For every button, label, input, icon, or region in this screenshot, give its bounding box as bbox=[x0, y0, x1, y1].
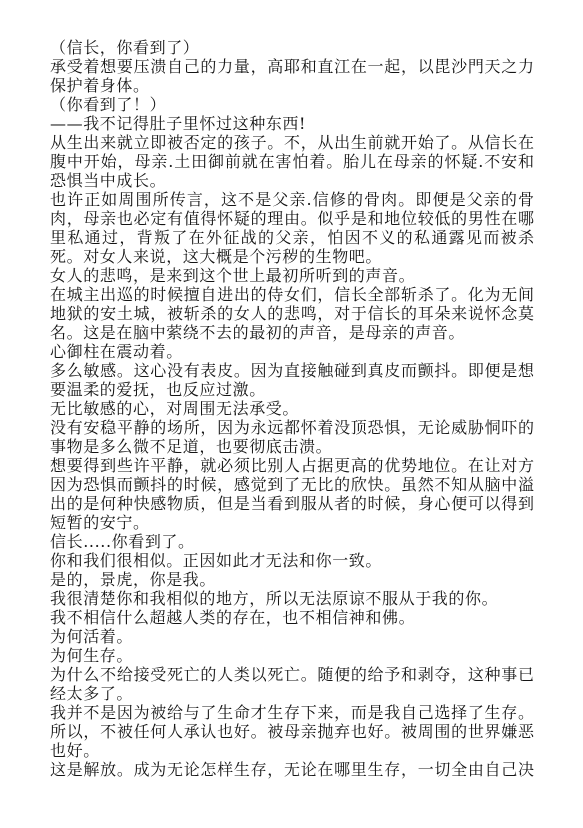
text-line: 信长.....你看到了。 bbox=[50, 532, 195, 551]
text-line: 出的是何种快感物质，但是当看到服从者的时候，身心便可以得到 bbox=[50, 494, 534, 513]
paragraph bbox=[50, 342, 534, 361]
text-line: 死。对女人来说，这大概是个污秽的生物吧。 bbox=[50, 247, 383, 266]
text-line: 为什么不给接受死亡的人类以死亡。随便的给予和剥夺，这种事已 bbox=[50, 665, 534, 684]
text-line: 想要得到些许平静，就必须比别人占据更高的优势地位。在让对方 bbox=[50, 456, 534, 475]
text-line: 事物是多么微不足道，也要彻底击溃。 bbox=[50, 437, 333, 456]
text-line: 我很清楚你和我相似的地方，所以无法原谅不服从于我的你。 bbox=[50, 589, 499, 608]
text-line: 要温柔的爱抚，也反应过激。 bbox=[50, 380, 266, 399]
paragraph bbox=[50, 703, 534, 760]
text-line: 这是解放。成为无论怎样生存，无论在哪里生存，一切全由自己决 bbox=[50, 760, 534, 779]
text-line: ——我不记得肚子里怀过这种东西! bbox=[50, 114, 307, 133]
text-line: 经太多了。 bbox=[50, 684, 134, 703]
paragraph bbox=[50, 114, 534, 133]
text-line: 在城主出巡的时候擅自进出的侍女们，信长全部斩杀了。化为无间 bbox=[50, 285, 534, 304]
text-line: 是的，景虎，你是我。 bbox=[50, 570, 217, 589]
text-line: 从生出来就立即被否定的孩子。不，从出生前就开始了。从信长在 bbox=[50, 133, 534, 152]
paragraph bbox=[50, 95, 534, 114]
text-line: 地狱的安土城，被斩杀的女人的悲鸣，对于信长的耳朵来说怀念莫 bbox=[50, 304, 534, 323]
text-body bbox=[50, 38, 534, 779]
text-line: 因为恐惧而颤抖的时候，感觉到了无比的欣快。虽然不知从脑中溢 bbox=[50, 475, 534, 494]
text-line: 承受着想要压溃自己的力量，高耶和直江在一起，以毘沙門天之力 bbox=[50, 57, 534, 76]
paragraph bbox=[50, 551, 534, 570]
paragraph bbox=[50, 532, 534, 551]
text-line: 短暂的安宁。 bbox=[50, 513, 150, 532]
paragraph bbox=[50, 627, 534, 646]
paragraph bbox=[50, 456, 534, 532]
text-line: 为何生存。 bbox=[50, 646, 134, 665]
paragraph bbox=[50, 133, 534, 190]
paragraph bbox=[50, 418, 534, 456]
paragraph bbox=[50, 266, 534, 285]
paragraph bbox=[50, 361, 534, 399]
paragraph bbox=[50, 285, 534, 342]
paragraph bbox=[50, 57, 534, 95]
text-line: 你和我们很相似。正因如此才无法和你一致。 bbox=[50, 551, 383, 570]
paragraph bbox=[50, 570, 534, 589]
text-line: （你看到了！） bbox=[50, 95, 167, 114]
text-line: 恐惧当中成长。 bbox=[50, 171, 167, 190]
text-line: 保护着身体。 bbox=[50, 76, 150, 95]
text-line: 女人的悲鸣，是来到这个世上最初所听到的声音。 bbox=[50, 266, 416, 285]
text-line: 所以，不被任何人承认也好。被母亲抛弃也好。被周围的世界嫌恶 bbox=[50, 722, 534, 741]
text-line: 我并不是因为被给与了生命才生存下来，而是我自己选择了生存。 bbox=[50, 703, 534, 722]
text-line: 为何活着。 bbox=[50, 627, 134, 646]
text-line: 名。这是在脑中萦绕不去的最初的声音，是母亲的声音。 bbox=[50, 323, 466, 342]
paragraph bbox=[50, 38, 534, 57]
text-line: 没有安稳平静的场所，因为永远都怀着没顶恐惧，无论威胁恫吓的 bbox=[50, 418, 534, 437]
text-line: 无比敏感的心，对周围无法承受。 bbox=[50, 399, 300, 418]
paragraph bbox=[50, 608, 534, 627]
text-line: 肉，母亲也必定有值得怀疑的理由。似乎是和地位较低的男性在哪 bbox=[50, 209, 534, 228]
paragraph bbox=[50, 190, 534, 266]
text-line: 腹中开始，母亲.土田御前就在害怕着。胎儿在母亲的怀疑.不安和 bbox=[50, 152, 534, 171]
text-line: 也许正如周围所传言，这不是父亲.信修的骨肉。即便是父亲的骨 bbox=[50, 190, 534, 209]
paragraph bbox=[50, 646, 534, 665]
paragraph bbox=[50, 589, 534, 608]
text-line: （信长，你看到了） bbox=[50, 38, 200, 57]
paragraph bbox=[50, 399, 534, 418]
text-line: 也好。 bbox=[50, 741, 100, 760]
text-line: 心御柱在震动着。 bbox=[50, 342, 183, 361]
text-line: 多么敏感。这心没有表皮。因为直接触碰到真皮而颤抖。即便是想 bbox=[50, 361, 534, 380]
text-line: 我不相信什么超越人类的存在，也不相信神和佛。 bbox=[50, 608, 416, 627]
paragraph bbox=[50, 665, 534, 703]
text-line: 里私通过，背叛了在外征战的父亲，怕因不义的私通露见而被杀 bbox=[50, 228, 534, 247]
paragraph bbox=[50, 760, 534, 779]
